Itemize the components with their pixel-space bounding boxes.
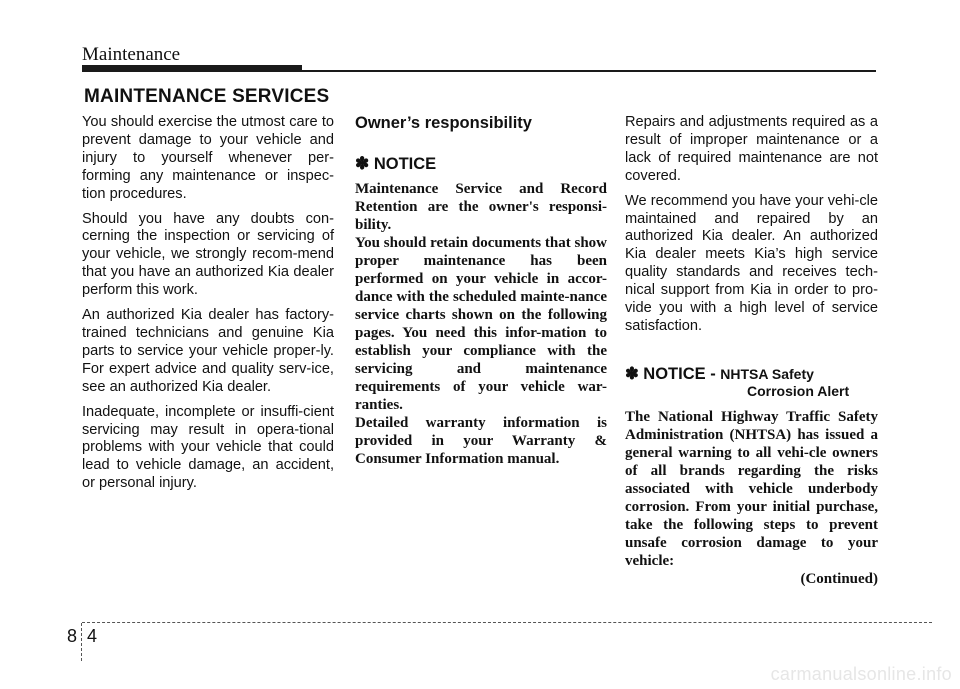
col3-paragraph: Repairs and adjustments required as a result of improper maintenance or a lack of required maintenance are not covered. [625, 114, 878, 184]
header-title: Maintenance [82, 44, 181, 65]
header-bar-thin [302, 70, 876, 72]
column-1 [82, 114, 334, 500]
column-2 [355, 114, 607, 468]
notice-heading [355, 154, 607, 174]
col1-paragraph: An authorized Kia dealer has factory-trained technicians and genuine Kia parts to service your vehicle proper-ly. For expert advice and quality serv-ice, see an authorized Kia dealer. [82, 307, 334, 395]
section-heading: MAINTENANCE SERVICES [84, 86, 330, 107]
notice-paragraph: Maintenance Service and Record Retention are the owner's responsi-bility. [355, 181, 607, 233]
notice-paragraph: You should retain documents that show proper maintenance has been performed on your vehicle in accor-dance with the scheduled mainte-nance service charts shown on the following pages. You need this infor-mation to establish your compliance with the servicing and maintenance requirements of your vehicle war-ranties. [355, 235, 607, 413]
page-number: 4 [87, 626, 98, 646]
column-3 [625, 114, 878, 588]
notice-star-icon: ✽ [355, 154, 370, 173]
nhtsa-notice-body: The National Highway Traffic Safety Administration (NHTSA) has issued a general warning to all vehi-cle owners of all brands regarding the risks associated with vehicle underbody corrosion. From your initial purchase, take the following steps to prevent unsafe corrosion damage to your vehicle: [625, 408, 878, 569]
col1-paragraph: Inadequate, incomplete or insuffi-cient servicing may result in opera-tional problems with your vehicle that could lead to vehicle damage, an accident, or personal injury. [82, 403, 334, 492]
nhtsa-title-line2: Corrosion Alert [747, 382, 850, 399]
notice-star-icon: ✽ [625, 364, 639, 383]
chapter-number: 8 [67, 626, 78, 646]
notice-label: NOTICE [373, 155, 437, 173]
col1-paragraph: Should you have any doubts con-cerning the inspection or servicing of your vehicle, we strongly recom-mend that you have an authorized Kia dealer perform this work. [82, 210, 334, 299]
footer-vertical-divider [81, 623, 82, 661]
continued-label: (Continued) [800, 570, 878, 587]
col3-paragraph: We recommend you have your vehi-cle maintained and repaired by an authorized Kia dealer. An authorized Kia dealer meets Kia’s high service quality standards and receives tech-nical support from Kia in order to pro-vide you with a high level of service satisfaction. [625, 192, 878, 334]
nhtsa-notice-heading [625, 366, 878, 400]
footer-divider [82, 622, 932, 623]
watermark: carmanualsonline.info [770, 664, 952, 684]
notice-label: NOTICE - [643, 364, 721, 383]
col1-paragraph: You should exercise the utmost care to prevent damage to your vehicle and injury to yourself whenever per-forming any maintenance or inspec-tion procedures. [82, 114, 334, 202]
notice-paragraph: Detailed warranty information is provided in your Warranty & Consumer Information manual. [355, 415, 607, 467]
header-bar-thick [82, 65, 302, 72]
nhtsa-title-line1: NHTSA Safety [720, 365, 814, 382]
owners-responsibility-heading: Owner’s responsibility [355, 114, 532, 132]
